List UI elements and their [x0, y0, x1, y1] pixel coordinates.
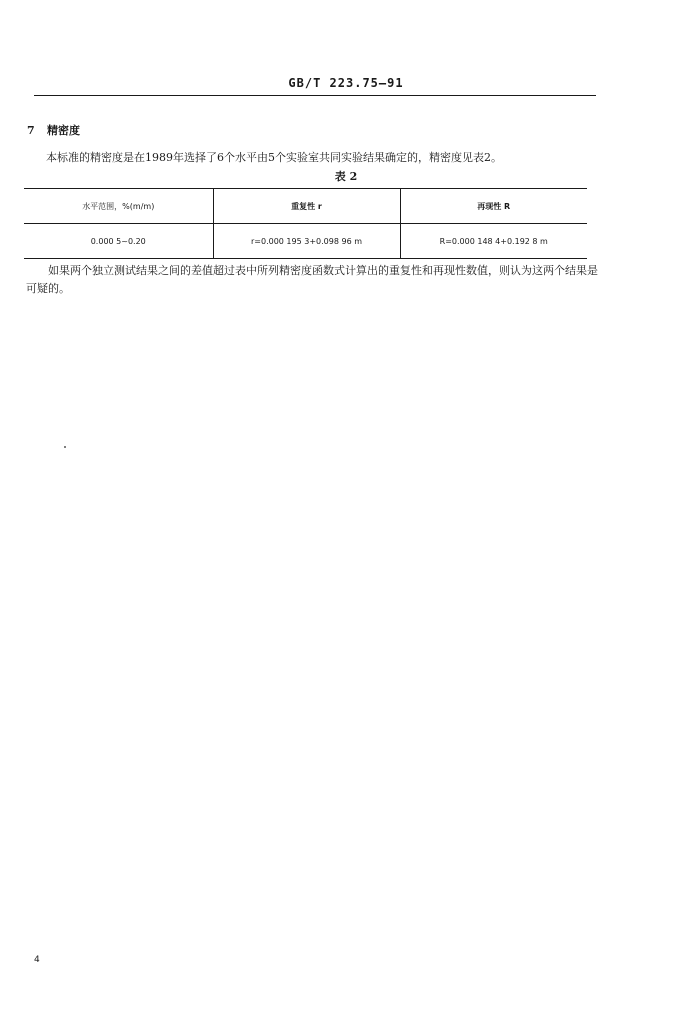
header-level-range: 水平范围，%(m/m): [24, 189, 213, 224]
table-caption: 表 2: [334, 170, 358, 183]
section-title: 精密度: [47, 124, 80, 137]
cell-level-range: 0.000 5~0.20: [24, 224, 213, 259]
header-reproducibility: 再现性 R: [400, 189, 587, 224]
section-number: 7: [27, 124, 35, 137]
intro-paragraph: 本标准的精密度是在1989年选择了6个水平由5个实验室共同实验结果确定的，精密度见表2。: [46, 151, 502, 164]
scan-speck: [64, 446, 66, 448]
precision-table: [24, 188, 587, 259]
page-number: 4: [34, 955, 40, 965]
section-heading: [27, 122, 80, 138]
header-rule: [34, 95, 596, 96]
header-repeatability: 重复性 r: [213, 189, 400, 224]
table-row: [24, 224, 587, 259]
cell-reproducibility: R=0.000 148 4+0.192 8 m: [400, 224, 587, 259]
standard-code-header: GB/T 223.75—91: [288, 76, 404, 90]
table-header-row: [24, 189, 587, 224]
conclusion-text: 如果两个独立测试结果之间的差值超过表中所列精密度函数式计算出的重复性和再现性数值，则认为这两个结果是可疑的。: [26, 264, 598, 295]
conclusion-paragraph: [26, 262, 601, 298]
cell-repeatability: r=0.000 195 3+0.098 96 m: [213, 224, 400, 259]
